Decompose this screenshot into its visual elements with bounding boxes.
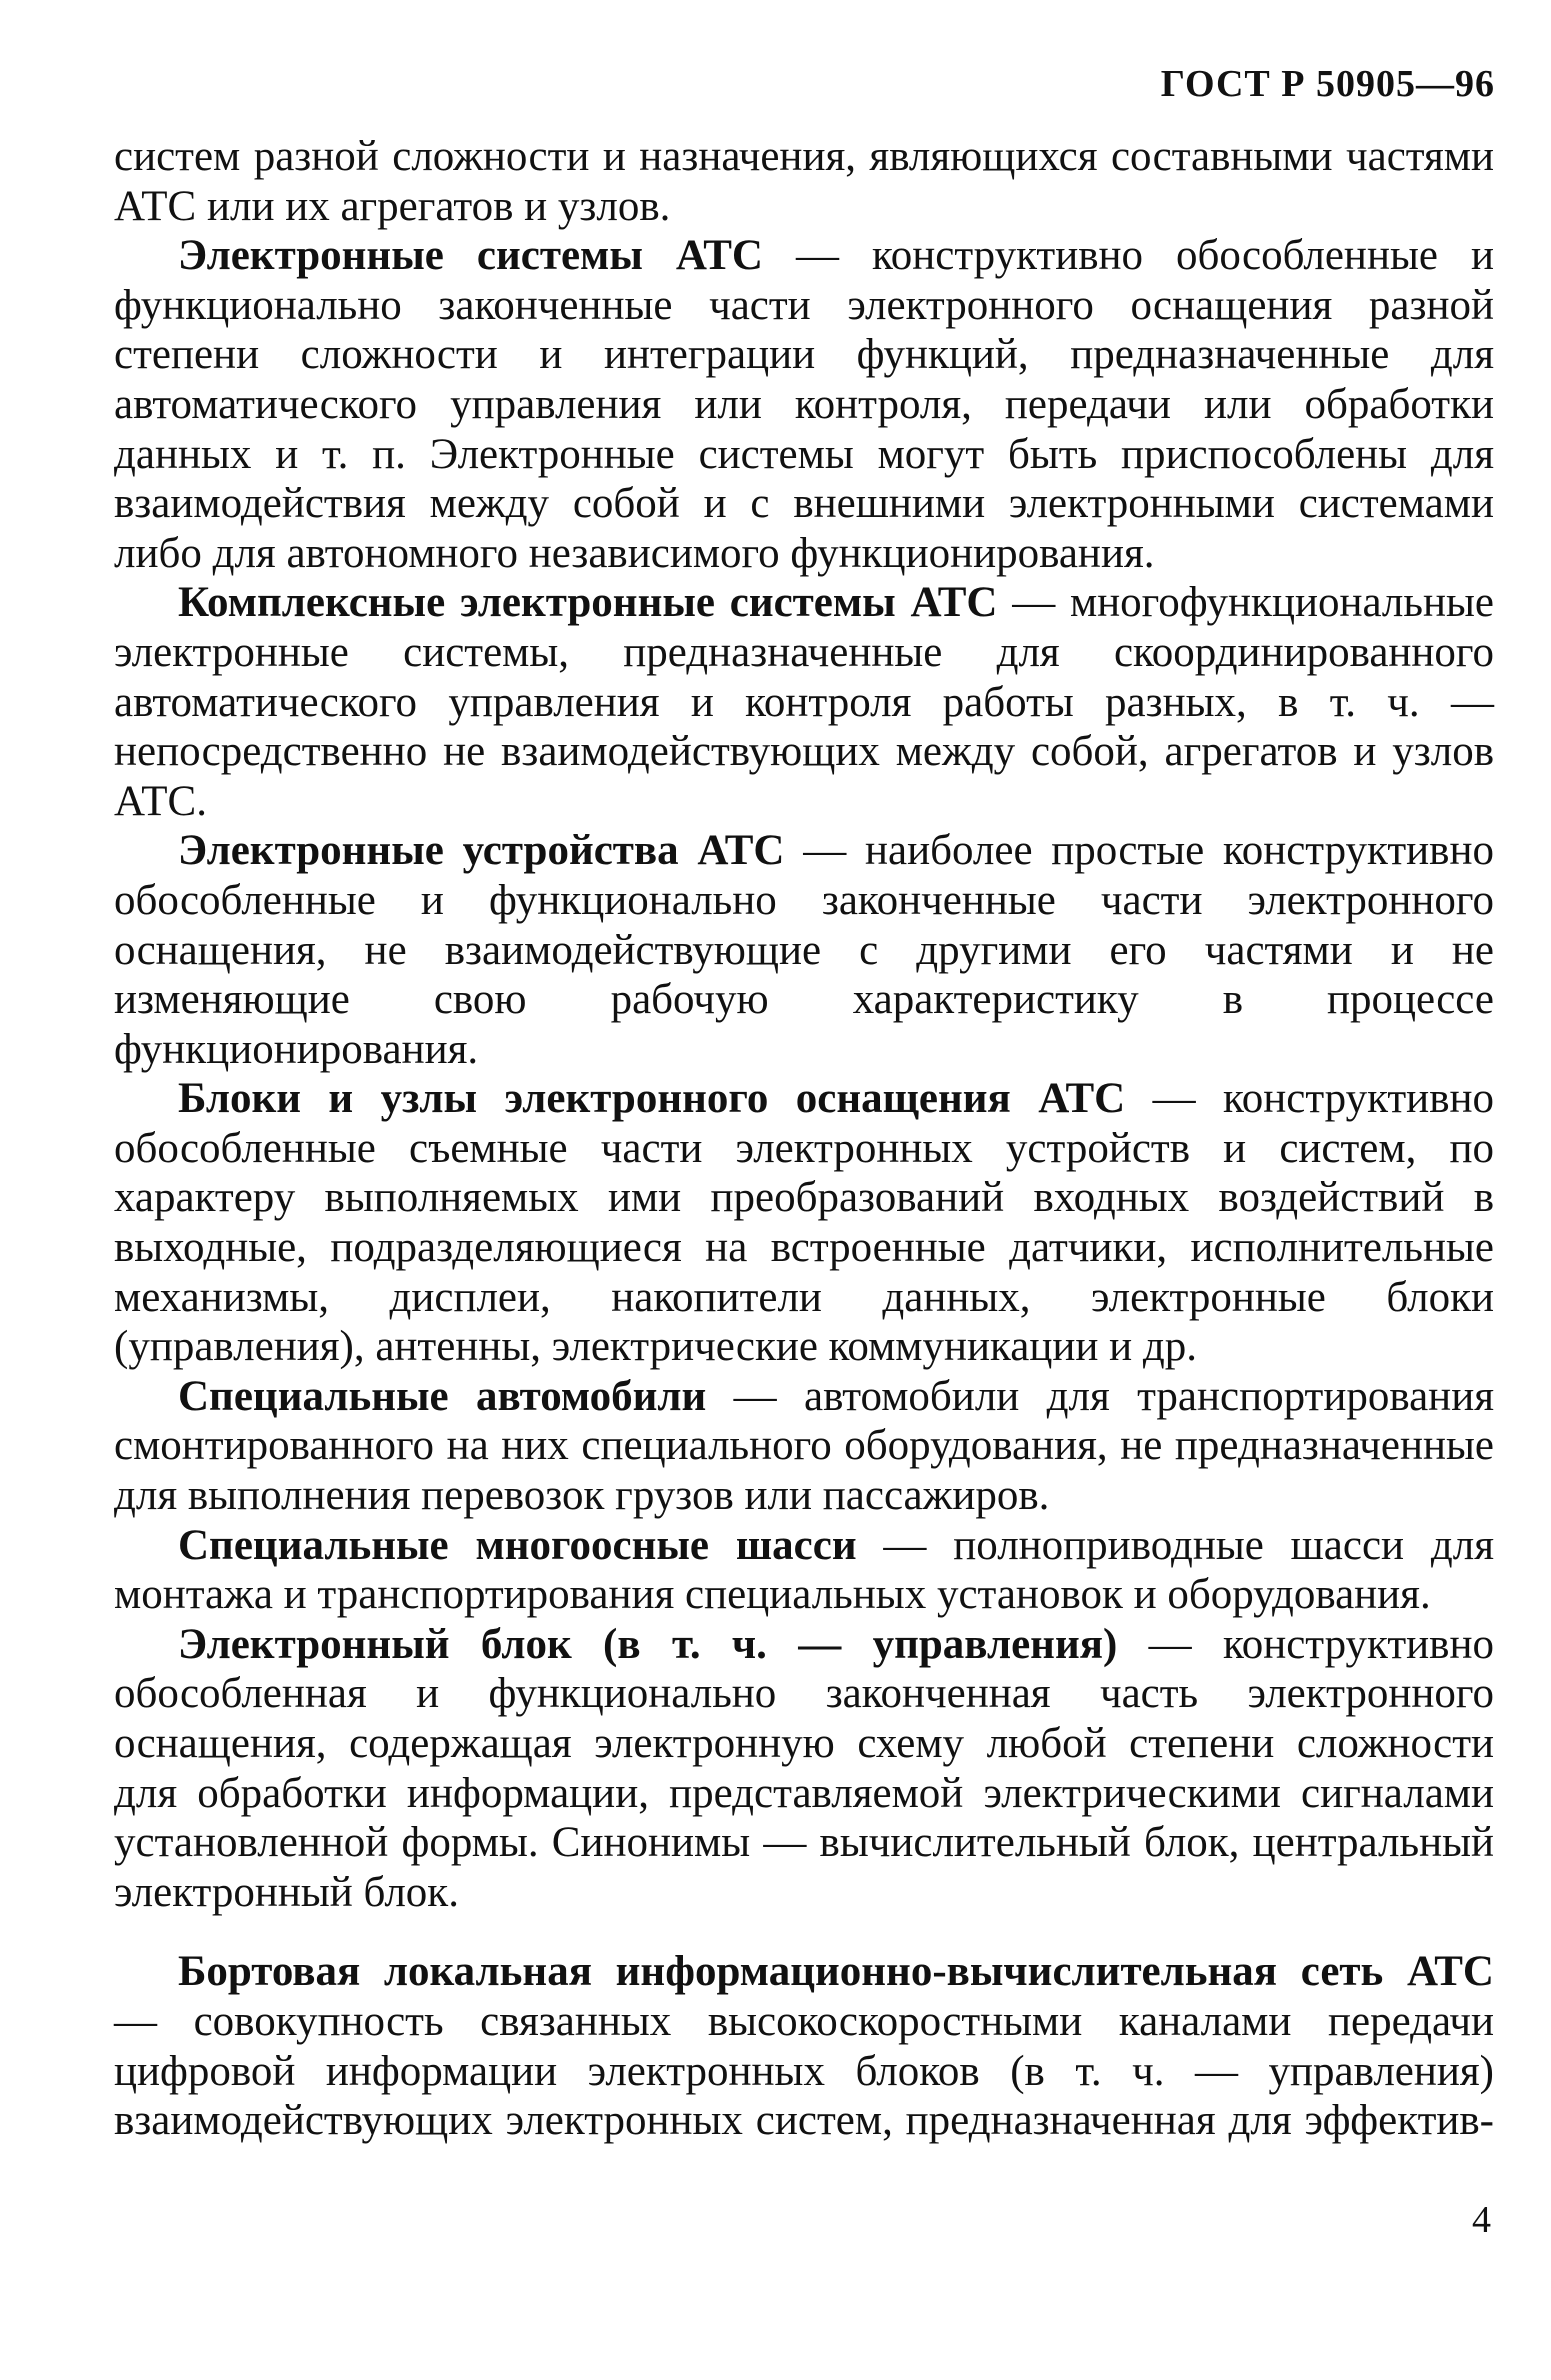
definition-blocks-and-units [114,1074,1494,1372]
definition-onboard-network [114,1947,1494,2145]
definition-term: Специальные многоосные шасси [178,1521,857,1569]
definition-term: Электронные системы АТС [178,232,763,280]
definition-term: Электронные устройства АТС [178,827,785,875]
definition-multiaxle-chassis [114,1521,1494,1620]
definition-electronic-devices [114,826,1494,1074]
page-header-standard: ГОСТ Р 50905—96 [1160,63,1495,105]
definition-term: Электронный блок (в т. ч. — управления) [178,1620,1118,1668]
definition-text: — конструктивно обособленные и функционально законченные части электронного оснащения разной степени сложности и интеграции функций, предназначенные для автоматического управления или контроля, передачи или обработки данных и т. п. Электронные системы могут быть приспособлены для взаимодействия между собой и с внешними электронными системами либо для автономного независимого функционирования. [114,232,1494,577]
continuation-paragraph: систем разной сложности и назначения, являющихся составными частями АТС или их агрегатов и узлов. [114,133,1494,230]
definition-text: — совокупность связанных высокоскоростными каналами передачи цифровой информации электронных блоков (в т. ч. — управления) взаимодействующих электронных систем, предназначенная для эффектив- [114,1997,1494,2145]
definition-electronic-systems [114,231,1494,578]
definition-term: Блоки и узлы электронного оснащения АТС [178,1075,1126,1123]
definition-term: Специальные автомобили [178,1372,707,1420]
definition-complex-electronic-systems [114,578,1494,826]
definition-text: — автомобили для транспортирования смонтированного на них специального оборудования, не предназначенные для выполнения перевозок грузов или пассажиров. [114,1372,1494,1520]
definition-term: Бортовая локальная информационно-вычислительная сеть АТС [178,1948,1494,1996]
definition-text: — конструктивно обособленные съемные части электронных устройств и систем, по характеру выполняемых ими преобразований входных воздействий в выходные, подразделяющиеся на встроенные датчики, исполнительные механизмы, дисплеи, накопители данных, электронные блоки (управления), антенны, электрические коммуникации и др. [114,1075,1495,1371]
definition-text: — наиболее простые конструктивно обособленные и функционально законченные части электронного оснащения, не взаимодействующие с другими его частями и не изменяющие свою рабочую характеристику в процессе функционирования. [114,827,1495,1073]
document-body [114,132,1494,2146]
definition-text: — конструктивно обособленная и функционально законченная часть электронного оснащения, содержащая электронную схему любой степени сложности для обработки информации, представляемой электрическими сигналами установленной формы. Синонимы — вычислительный блок, центральный электронный блок. [114,1620,1494,1916]
definition-electronic-block [114,1620,1494,1918]
definition-special-vehicles [114,1372,1494,1521]
definition-text: — многофункциональные электронные системы, предназначенные для скоординированного автоматического управления и контроля работы разных, в т. ч. — непосредственно не взаимодействующих между собой, агрегатов и узлов АТС. [114,579,1494,825]
definition-term: Комплексные электронные системы АТС [178,579,998,627]
page-number: 4 [1472,2199,1491,2241]
definition-text: — полноприводные шасси для монтажа и транспортирования специальных установок и оборудования. [114,1521,1494,1619]
